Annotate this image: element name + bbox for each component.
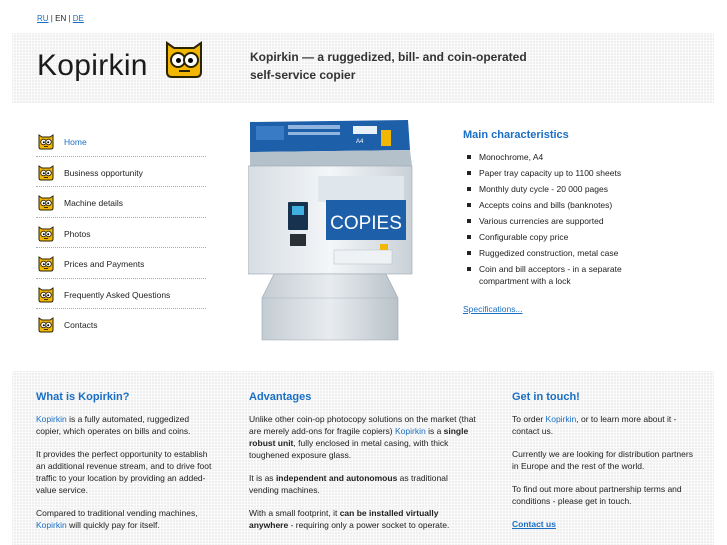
main-nav: [36, 126, 206, 340]
lang-ru-link[interactable]: RU: [37, 14, 49, 23]
nav-item-machine-details[interactable]: [36, 187, 206, 218]
paragraph-text: Unlike other coin-op photocopy solutions on the market (that are merely add-ons for fragile copiers): [249, 414, 476, 436]
lang-separator: |: [68, 14, 71, 23]
owl-bullet-icon: [37, 287, 55, 303]
list-item: Paper tray capacity up to 1100 sheets: [463, 167, 663, 179]
list-item: Coin and bill acceptors - in a separate compartment with a lock: [463, 263, 663, 287]
nav-item-label[interactable]: Frequently Asked Questions: [64, 289, 171, 300]
nav-item-photos[interactable]: [36, 218, 206, 249]
lang-de-link[interactable]: DE: [72, 14, 84, 23]
copier-machine-image: [248, 120, 413, 348]
info-section: [12, 371, 714, 545]
nav-item-label[interactable]: Machine details: [64, 198, 124, 208]
advantages-paragraph: [249, 507, 479, 531]
list-item: Ruggedized construction, metal case: [463, 247, 663, 259]
emphasis-text: single robust unit: [249, 426, 469, 448]
copies-panel-text: COPIES: [330, 213, 402, 234]
paper-size-label: A4: [356, 139, 364, 145]
nav-item-label[interactable]: Business opportunity: [64, 167, 143, 178]
nav-item-label[interactable]: Prices and Payments: [64, 259, 145, 269]
paragraph-text: is a fully automated, ruggedized copier, which operates on bills and coins.: [36, 414, 191, 436]
owl-bullet-icon: [37, 195, 55, 211]
owl-bullet-icon: [37, 165, 55, 181]
nav-item-contacts[interactable]: [36, 309, 206, 340]
advantages-column: [249, 391, 479, 542]
paragraph-text: is a: [425, 426, 444, 436]
main-characteristics-title: Main characteristics: [463, 129, 569, 141]
nav-item-prices-and-payments[interactable]: [36, 248, 206, 279]
emphasis-text: independent and autonomous: [275, 473, 398, 483]
site-tagline: Kopirkin — a ruggedized, bill- and coin-operated self-service copier: [250, 50, 527, 82]
nav-item-label[interactable]: Home: [64, 137, 87, 147]
kopirkin-link[interactable]: Kopirkin: [545, 414, 577, 424]
owl-bullet-icon: [37, 134, 55, 150]
owl-logo-icon[interactable]: [163, 41, 205, 79]
paragraph-text: as traditional vending machines.: [249, 473, 448, 495]
advantages-paragraph: [249, 413, 479, 461]
kopirkin-link[interactable]: Kopirkin: [394, 426, 426, 436]
list-item: Monochrome, A4: [463, 151, 663, 163]
lang-separator: |: [50, 14, 53, 23]
kopirkin-link[interactable]: Kopirkin: [36, 414, 67, 424]
specifications-link[interactable]: Specifications...: [463, 304, 523, 314]
emphasis-text: can be installed virtually anywhere: [249, 508, 439, 530]
paragraph-text: will quickly pay for itself.: [66, 520, 160, 530]
list-item: Configurable copy price: [463, 231, 663, 243]
touch-paragraph: To find out more about partnership terms and conditions - please get in touch.: [512, 484, 682, 506]
what-is-paragraph: [36, 507, 216, 531]
contact-us-link[interactable]: Contact us: [512, 519, 556, 529]
logo-text[interactable]: Kopirkin: [37, 49, 148, 82]
nav-item-faq[interactable]: [36, 279, 206, 310]
paragraph-text: , fully enclosed in metal casing, with thick toughened exposure glass.: [249, 438, 449, 460]
paragraph-text: To order: [512, 414, 546, 424]
what-is-paragraph: [36, 413, 216, 437]
nav-item-home[interactable]: [36, 126, 206, 157]
nav-item-label[interactable]: Contacts: [64, 320, 98, 330]
what-is-title: What is Kopirkin?: [36, 391, 130, 403]
get-in-touch-title: Get in touch!: [512, 391, 580, 403]
language-switcher: [37, 14, 84, 23]
owl-bullet-icon: [37, 317, 55, 333]
get-in-touch-column: [512, 391, 697, 541]
list-item: Accepts coins and bills (banknotes): [463, 199, 663, 211]
paragraph-text: With a small footprint, it: [249, 508, 340, 518]
list-item: Various currencies are supported: [463, 215, 663, 227]
what-is-paragraph: It provides the perfect opportunity to establish an additional revenue stream, and to drive foot traffic to your location by providing an added-value service.: [36, 449, 212, 495]
touch-paragraph: Currently we are looking for distribution partners in Europe and the rest of the world.: [512, 449, 693, 471]
touch-paragraph: [512, 518, 697, 530]
what-is-column: [36, 391, 216, 542]
characteristics-list: [463, 151, 663, 287]
paragraph-text: - requiring only a power socket to operate.: [288, 520, 450, 530]
owl-bullet-icon: [37, 226, 55, 242]
advantages-title: Advantages: [249, 391, 312, 403]
paragraph-text: , or to learn more about it - contact us.: [512, 414, 677, 436]
nav-item-label[interactable]: Photos: [64, 228, 91, 239]
paragraph-text: It is as: [249, 473, 276, 483]
kopirkin-link[interactable]: Kopirkin: [36, 520, 67, 530]
nav-item-business-opportunity[interactable]: [36, 157, 206, 188]
main-characteristics: [463, 129, 663, 314]
touch-paragraph: [512, 413, 697, 437]
site-header: [12, 33, 714, 103]
paragraph-text: Compared to traditional vending machines,: [36, 508, 198, 518]
list-item: Monthly duty cycle - 20 000 pages: [463, 183, 663, 195]
advantages-paragraph: [249, 472, 479, 496]
owl-bullet-icon: [37, 256, 55, 272]
lang-en-current: EN: [55, 14, 67, 23]
